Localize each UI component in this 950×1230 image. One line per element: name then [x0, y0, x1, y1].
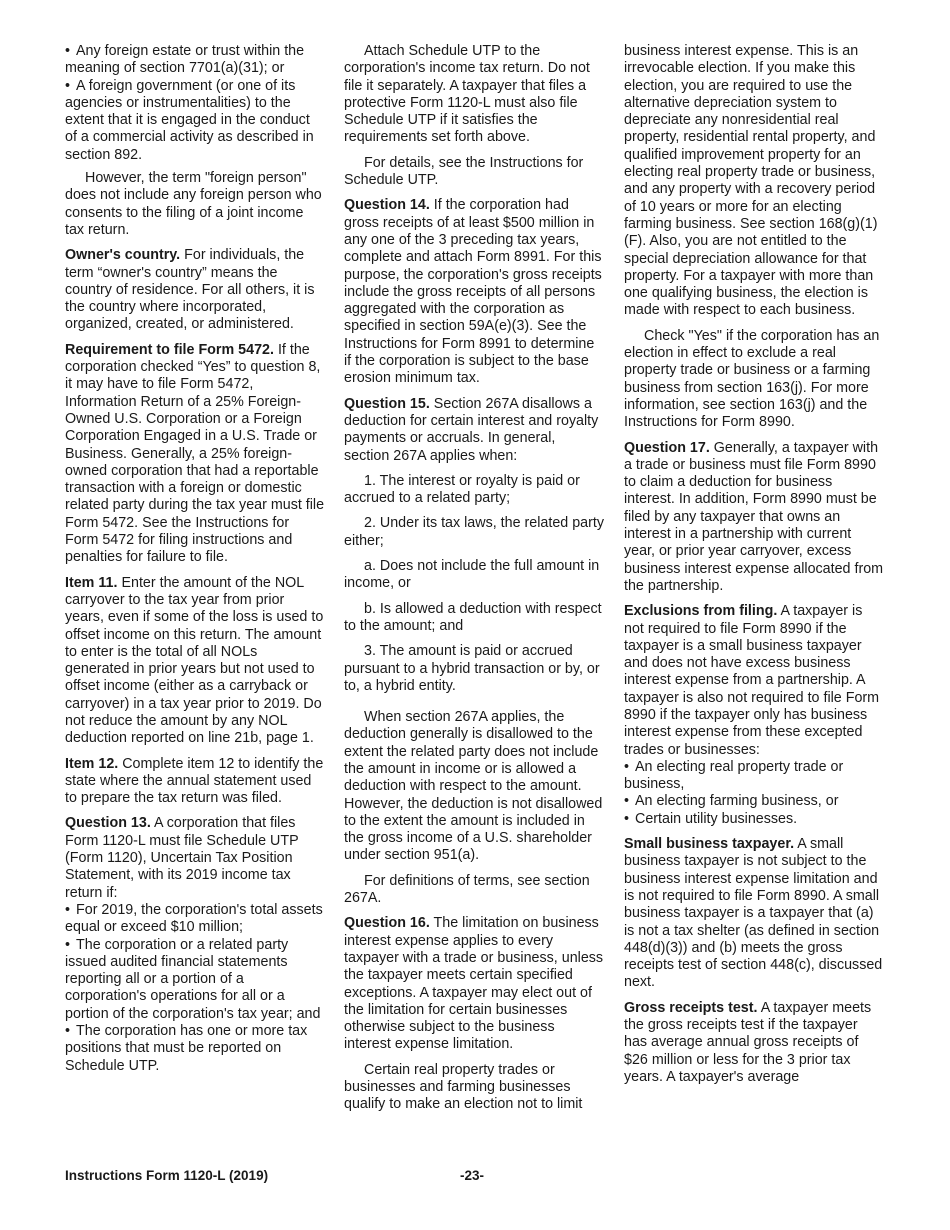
question-13-heading: Question 13. — [65, 815, 151, 832]
question-15-item: a. Does not include the full amount in income, or — [344, 558, 600, 592]
list-item: • Any foreign estate or trust within the meaning of section 7701(a)(31); or — [65, 43, 325, 78]
list-item: • A foreign government (or one of its agencies or instrumentalities) to the extent that it is engaged in the conduct of a commercial activity as described in section 892. — [65, 78, 325, 164]
election-paragraph-start: Certain real property trades or businesses and farming businesses qualify to make an election not to limit — [344, 1061, 583, 1113]
list-item: • An electing farming business, or — [624, 793, 884, 810]
item-11-text: Enter the amount of the NOL carryover to the tax year from prior years, even if some of the loss is used to offset income on this return. The amount to enter is the total of all NOLs generated in prior years but not used to offset income (either as a carryback or carryover) in a tax year prior to 2019. Do not reduce the amount by any NOL deduction reported on line 21b, page 1. — [65, 574, 324, 747]
form-5472-text: If the corporation checked “Yes” to question 8, it may have to file Form 5472, Information Return of a 25% Foreign-Owned U.S. Corporation or a Foreign Corporation Engaged in a U.S. Trade or Business. Generally, a 25% foreign-owned corporation that had a reportable transaction with a foreign or domestic related party during the tax year must file Form 5472. See the Instructions for Form 5472 for filing instructions and penalties for failure to file. — [65, 341, 325, 566]
excepted-businesses-list — [624, 759, 884, 828]
form-5472-heading: Requirement to file Form 5472. — [65, 341, 274, 358]
list-item: • An electing real property trade or business, — [624, 759, 884, 794]
item-11-paragraph — [65, 575, 325, 748]
gross-receipts-heading: Gross receipts test. — [624, 999, 758, 1016]
item-12-heading: Item 12. — [65, 755, 119, 772]
foreign-person-list — [65, 43, 325, 164]
footer-form-title: Instructions Form 1120-L (2019) — [65, 1168, 269, 1183]
page-number: -23- — [460, 1168, 485, 1183]
question-13-conditions — [65, 902, 325, 1075]
question-16-heading: Question 16. — [344, 915, 430, 932]
column-3 — [624, 43, 884, 1094]
question-15-text: Section 267A disallows a deduction for certain interest and royalty payments or accruals. In general, section 267A applies when: — [344, 395, 599, 464]
list-item: • For 2019, the corporation's total assets equal or exceed $10 million; — [65, 902, 325, 937]
question-16-text: The limitation on business interest expense applies to every taxpayer with a trade or business, unless the taxpayer meets certain specified exceptions. A taxpayer may elect out of the limitation for certain businesses otherwise subject to the business interest expense limitation. — [344, 915, 604, 1053]
small-business-heading: Small business taxpayer. — [624, 836, 795, 853]
owners-country-paragraph — [65, 247, 325, 333]
question-15-item: 3. The amount is paid or accrued pursuant to a hybrid transaction or by, or to, a hybrid entity. — [344, 643, 600, 694]
column-1 — [65, 43, 325, 1075]
gross-receipts-paragraph — [624, 1000, 884, 1086]
question-15-item: 2. Under its tax laws, the related party either; — [344, 515, 604, 549]
list-item: • The corporation or a related party issued audited financial statements reporting all or a portion of a corporation's operations for all or a portion of the corporation's tax year; and — [65, 937, 325, 1023]
owners-country-text: For individuals, the term “owner's country” means the country of residence. For all others, it is the country where incorporated, organized, created, or administered. — [65, 247, 315, 333]
question-15-item: 1. The interest or royalty is paid or accrued to a related party; — [344, 472, 580, 507]
item-11-heading: Item 11. — [65, 574, 118, 591]
list-item: • Certain utility businesses. — [624, 811, 884, 828]
foreign-person-note: However, the term "foreign person" does not include any foreign person who consents to the filing of a joint income tax return. — [65, 170, 322, 238]
question-14-text: If the corporation had gross receipts of at least $500 million in any one of the 3 preceding tax years, complete and attach Form 8991. For this purpose, the corporation's gross receipts include the gross receipts of all persons aggregated with the corporation as specified in section 59A(e)(3). See the Instructions for Form 8991 to determine if the corporation is subject to the base erosion minimum tax. — [344, 197, 602, 387]
form-5472-paragraph — [65, 342, 325, 567]
utp-attach-paragraph: Attach Schedule UTP to the corporation's income tax return. Do not file it separately. A taxpayer that files a protective Form 1120-L must also file Schedule UTP if it satisfies the requirements set forth above. — [344, 43, 590, 146]
item-12-text: Complete item 12 to identify the state where the annual statement used to prepare the tax return was filed. — [65, 755, 324, 807]
section-267a-definitions: For definitions of terms, see section 267A. — [344, 872, 590, 907]
utp-details-paragraph: For details, see the Instructions for Schedule UTP. — [344, 154, 584, 189]
section-267a-applies: When section 267A applies, the deduction generally is disallowed to the extent the related party does not include the amount in income or is allowed a deduction with respect to the amount. However, the deduction is not disallowed to the extent the amount is included in the gross income of a U.S. shareholder under section 951(a). — [344, 709, 603, 864]
item-12-paragraph — [65, 756, 325, 808]
question-13-text: A corporation that files Form 1120-L must file Schedule UTP (Form 1120), Uncertain Tax Position Statement, with its 2019 income tax return if: — [65, 815, 299, 901]
small-business-text: A small business taxpayer is not subject to the business interest expense limitation and is not required to file Form 8990. A small business taxpayer is a taxpayer that (a) is not a tax shelter (as defined in section 448(d)(3)) and (b) meets the gross receipts test of section 448(c), discussed next. — [624, 836, 883, 991]
question-17-text: Generally, a taxpayer with a trade or business must file Form 8990 to claim a deduction for business interest. In addition, Form 8990 must be filed by any taxpayer that owns an interest in a partnership with current year, or prior year carryover, excess business interest expense allocated from the partnership. — [624, 439, 884, 594]
question-15-item: b. Is allowed a deduction with respect to the amount; and — [344, 600, 602, 634]
question-15-paragraph — [344, 396, 604, 465]
election-paragraph-continued: business interest expense. This is an irrevocable election. If you make this election, you are required to use the alternative depreciation system to depreciate any nonresidential real property, residential rental property, and qualified improvement property for an electing real property trade or business, and any property with a recovery period of 10 years or more for an electing farming business. See section 168(g)(1)(F). Also, you are not entitled to the special depreciation allowance for that property. For a taxpayer with more than one qualifying business, the election is made with respect to each business. — [624, 43, 878, 319]
question-14-heading: Question 14. — [344, 197, 430, 214]
page-footer — [0, 1168, 950, 1188]
question-17-paragraph — [624, 440, 884, 596]
exclusions-paragraph — [624, 603, 884, 759]
question-15-heading: Question 15. — [344, 395, 430, 412]
question-16-paragraph — [344, 915, 604, 1053]
list-item: • The corporation has one or more tax positions that must be reported on Schedule UTP. — [65, 1023, 325, 1075]
question-13-paragraph — [65, 815, 325, 901]
column-2 — [344, 43, 604, 1122]
check-yes-paragraph: Check "Yes" if the corporation has an election in effect to exclude a real property trade or business or a farming business from section 163(j). For more information, see section 163(j) and the Instructions for Form 8990. — [624, 327, 880, 431]
gross-receipts-text: A taxpayer meets the gross receipts test if the taxpayer has average annual gross receipts of $26 million or less for the 3 prior tax years. A taxpayer's average — [624, 999, 872, 1085]
question-14-paragraph — [344, 197, 604, 387]
small-business-paragraph — [624, 836, 884, 992]
question-17-heading: Question 17. — [624, 439, 710, 456]
exclusions-heading: Exclusions from filing. — [624, 603, 778, 620]
owners-country-heading: Owner's country. — [65, 247, 181, 264]
exclusions-text: A taxpayer is not required to file Form 8990 if the taxpayer is a small business taxpayer and does not have excess business interest expense from a partnership. A taxpayer is also not required to file Form 8990 if the taxpayer only has business interest expense from these excepted trades or businesses: — [624, 603, 880, 758]
